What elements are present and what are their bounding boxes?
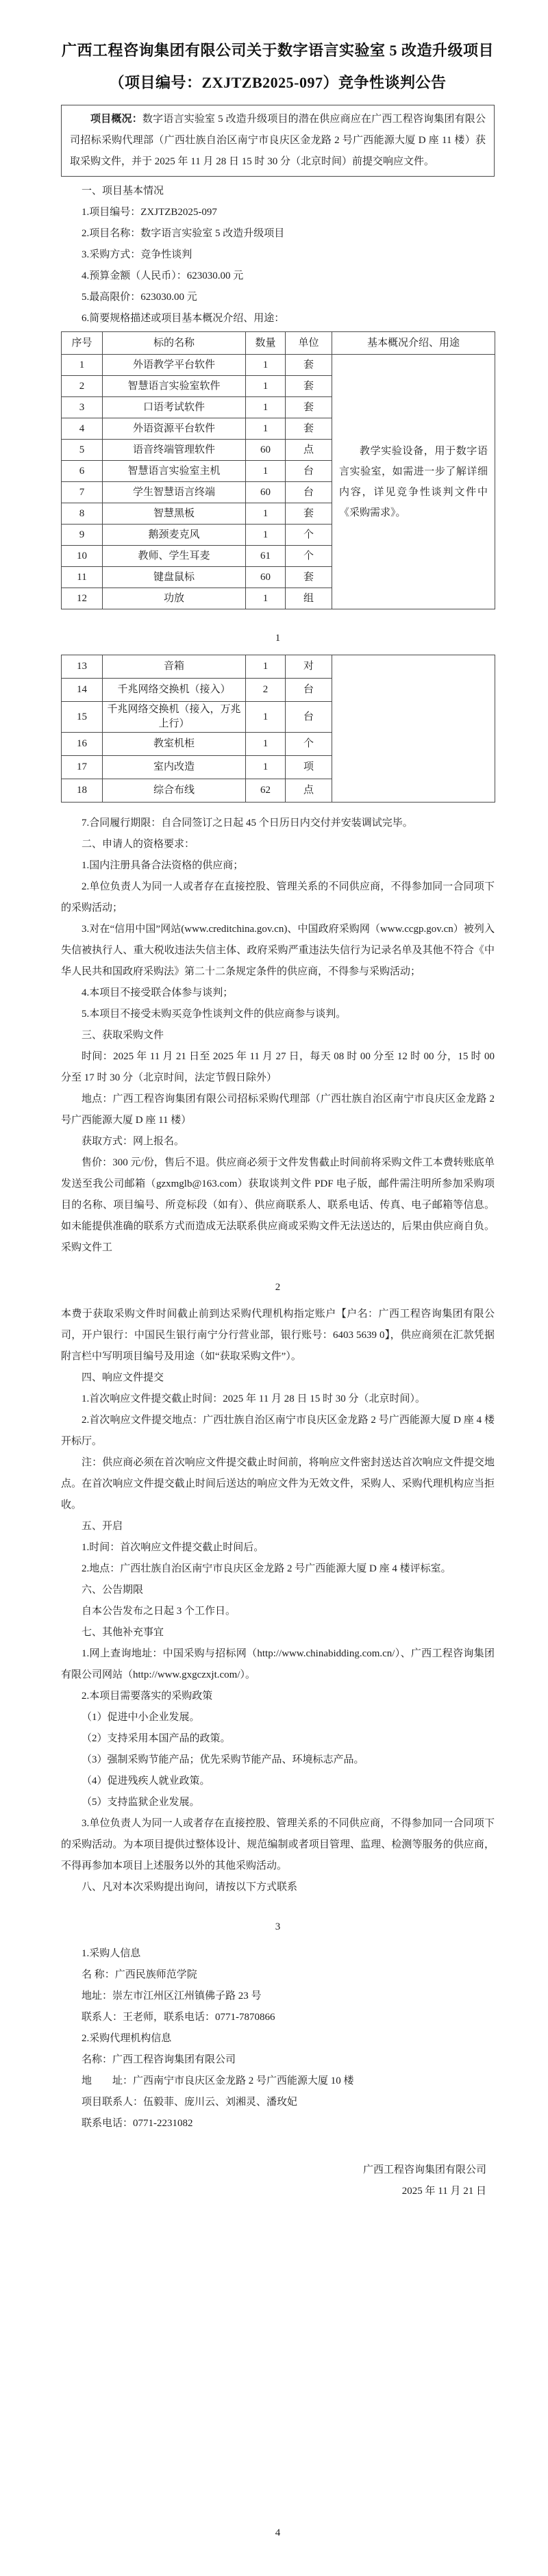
paragraph: 1.网上查询地址：中国采购与招标网（http://www.chinabidding.com.cn/）、广西工程咨询集团有限公司网站（http://www.gxgczxjt.com/）。 [61, 1648, 495, 1680]
project-overview-label: 项目概况： [90, 114, 142, 125]
title-line-1: 广西工程咨询集团有限公司关于数字语言实验室 5 改造升级项目 [61, 42, 494, 59]
table-cell: 项 [286, 756, 332, 779]
table-cell: 11 [62, 567, 103, 588]
table-cell: 套 [286, 503, 332, 525]
table-cell: 1 [246, 733, 286, 756]
basic-info-line: 6.简要规格描述或项目基本概况介绍、用途： [82, 313, 285, 324]
goods-table-header-row [62, 332, 495, 355]
table-cell: 台 [286, 482, 332, 503]
paragraph: 二、申请人的资格要求： [82, 839, 195, 850]
table-cell: 5 [62, 440, 103, 461]
table-cell: 60 [246, 567, 286, 588]
signature-date: 2025 年 11 月 21 日 [401, 2186, 486, 2197]
page-number-4: 4 [275, 2527, 281, 2538]
basic-info-line: 一、项目基本情况 [82, 186, 164, 197]
paragraph: 3.对在“信用中国”网站(www.creditchina.gov.cn)、中国政府采购网（www.ccgp.gov.cn）被列入失信被执行人、重大税收违法失信主体、政府采购严重违法失信行为记录名单及其他不符合《中华人民共和国政府采购法》第二十二条规定条件的供应商，不得参与采购活动； [61, 924, 495, 977]
table-cell: 语音终端管理软件 [103, 440, 246, 461]
paragraph: 1.首次响应文件提交截止时间：2025 年 11 月 28 日 15 时 30 分（北京时间）。 [82, 1393, 425, 1404]
paragraph: 2.采购代理机构信息 [82, 2033, 172, 2044]
paragraph: 时间：2025 年 11 月 21 日至 2025 年 11 月 27 日，每天 08 时 00 分至 12 时 00 分，15 时 00 分至 17 时 30 分（北京时间，法定节假日除外） [61, 1051, 495, 1083]
basic-info-line: 2.项目名称：数字语言实验室 5 改造升级项目 [82, 228, 285, 239]
paragraph: 5.本项目不接受未购买竞争性谈判文件的供应商参与谈判。 [82, 1009, 347, 1020]
paragraph: 名 称：广西民族师范学院 [82, 1969, 197, 1980]
table-cell: 点 [286, 440, 332, 461]
table-cell: 千兆网络交换机（接入） [103, 679, 246, 702]
table-cell: 智慧语言实验室主机 [103, 461, 246, 482]
table-cell: 18 [62, 779, 103, 803]
table-cell: 个 [286, 733, 332, 756]
paragraph: 3.单位负责人为同一人或者存在直接控股、管理关系的不同供应商，不得参加同一合同项下的采购活动。为本项目提供过整体设计、规范编制或者项目管理、监理、检测等服务的供应商，不得再参加本项目上述服务以外的其他采购活动。 [61, 1818, 495, 1871]
table-cell: 对 [286, 655, 332, 679]
table-cell: 9 [62, 525, 103, 546]
project-overview-box [61, 105, 495, 177]
table-cell: 3 [62, 397, 103, 418]
table-cell: 台 [286, 702, 332, 733]
paragraph: 八、凡对本次采购提出询问，请按以下方式联系 [82, 1882, 298, 1893]
page-number: 2 [275, 1282, 281, 1293]
table-cell: 千兆网络交换机（接入，万兆上行） [103, 702, 246, 733]
table-cell: 音箱 [103, 655, 246, 679]
table-cell: 综合布线 [103, 779, 246, 803]
table-merged-note-cell: 教学实验设备，用于数字语言实验室，如需进一步了解详细内容，详见竞争性谈判文件中《采购需求》。 [332, 355, 495, 609]
goods-table-page1 [61, 331, 495, 609]
paragraph: 注：供应商必须在首次响应文件提交截止时间前，将响应文件密封送达首次响应文件提交地点。在首次响应文件提交截止时间后送达的响应文件为无效文件，采购人、采购代理机构应当拒收。 [61, 1457, 495, 1511]
paragraph: 本费于获取采购文件时间截止前到达采购代理机构指定账户【户名：广西工程咨询集团有限公司，开户银行：中国民生银行南宁分行营业部，银行账号：6403 5639 0】，供应商须在汇款凭据附言栏中写明项目编号及用途（如“获取采购文件”）。 [61, 1309, 495, 1362]
table-row [62, 355, 495, 376]
table-cell: 鹅颈麦克风 [103, 525, 246, 546]
page-number: 3 [275, 1921, 281, 1932]
paragraph: （1）促进中小企业发展。 [82, 1712, 200, 1723]
announcement-body [61, 813, 495, 2134]
paragraph: 六、公告期限 [82, 1584, 144, 1595]
table-cell: 功放 [103, 588, 246, 609]
goods-table-header-cell: 数量 [246, 332, 286, 355]
paragraph: 2.首次响应文件提交地点：广西壮族自治区南宁市良庆区金龙路 2 号广西能源大厦 D 座 4 楼开标厅。 [61, 1415, 495, 1447]
table-cell: 1 [62, 355, 103, 376]
section-basic-info [61, 181, 495, 329]
paragraph: （2）支持采用本国产品的政策。 [82, 1733, 231, 1744]
paragraph: 2.单位负责人为同一人或者存在直接控股、管理关系的不同供应商，不得参加同一合同项下的采购活动； [61, 881, 495, 913]
title-line-2: （项目编号：ZXJTZB2025-097）竞争性谈判公告 [109, 74, 447, 91]
paragraph: 项目联系人：伍毅菲、庞川云、刘湘灵、潘玫妃 [82, 2097, 298, 2108]
table-cell: 智慧语言实验室软件 [103, 376, 246, 397]
table-row [62, 655, 495, 679]
table-cell: 17 [62, 756, 103, 779]
announcement-document [61, 34, 495, 2202]
table-cell: 套 [286, 376, 332, 397]
paragraph: 获取方式：网上报名。 [82, 1136, 185, 1147]
table-cell: 15 [62, 702, 103, 733]
goods-table-page2 [61, 655, 495, 803]
table-cell: 2 [246, 679, 286, 702]
paragraph: 七、其他补充事宜 [82, 1627, 164, 1638]
paragraph: 名称：广西工程咨询集团有限公司 [82, 2054, 236, 2065]
signature-block [61, 2160, 495, 2202]
table-cell: 10 [62, 546, 103, 567]
goods-table-header-cell: 单位 [286, 332, 332, 355]
table-cell: 室内改造 [103, 756, 246, 779]
table-cell: 外语教学平台软件 [103, 355, 246, 376]
table-cell: 学生智慧语言终端 [103, 482, 246, 503]
table-cell: 教室机柜 [103, 733, 246, 756]
paragraph: 联系人：王老师，联系电话：0771-7870866 [82, 2012, 275, 2023]
table-cell: 套 [286, 397, 332, 418]
table-cell: 1 [246, 525, 286, 546]
table-cell: 16 [62, 733, 103, 756]
table-cell: 7 [62, 482, 103, 503]
table-cell: 套 [286, 355, 332, 376]
page-number-1: 1 [275, 633, 281, 644]
paragraph: 自本公告发布之日起 3 个工作日。 [82, 1606, 236, 1617]
paragraph: 地址：崇左市江州区江州镇佛子路 23 号 [82, 1991, 262, 2002]
table-cell: 1 [246, 461, 286, 482]
table-cell: 1 [246, 418, 286, 440]
paragraph: 2.本项目需要落实的采购政策 [82, 1691, 213, 1702]
goods-table-header-cell: 序号 [62, 332, 103, 355]
table-cell: 61 [246, 546, 286, 567]
paragraph: 4.本项目不接受联合体参与谈判； [82, 987, 234, 998]
table-cell: 14 [62, 679, 103, 702]
table-cell: 组 [286, 588, 332, 609]
paragraph: 三、获取采购文件 [82, 1030, 164, 1041]
basic-info-line: 4.预算金额（人民币）：623030.00 元 [82, 270, 244, 281]
table-cell: 口语考试软件 [103, 397, 246, 418]
paragraph: 地 址：广西南宁市良庆区金龙路 2 号广西能源大厦 10 楼 [82, 2075, 354, 2086]
table-cell: 智慧黑板 [103, 503, 246, 525]
table-cell: 8 [62, 503, 103, 525]
table-cell: 个 [286, 546, 332, 567]
table-cell: 1 [246, 655, 286, 679]
table-cell: 1 [246, 702, 286, 733]
table-cell: 4 [62, 418, 103, 440]
paragraph: （3）强制采购节能产品；优先采购节能产品、环境标志产品。 [82, 1754, 364, 1765]
paragraph: 四、响应文件提交 [82, 1372, 164, 1383]
project-overview-text: 数字语言实验室 5 改造升级项目的潜在供应商应在广西工程咨询集团有限公司招标采购代理部（广西壮族自治区南宁市良庆区金龙路 2 号广西能源大厦 D 座 11 楼）获取采购文件，并于 2025 年 11 月 28 日 15 时 30 分（北京时间）前提交响应文件。 [70, 114, 486, 167]
table-cell: 12 [62, 588, 103, 609]
basic-info-line: 3.采购方式：竞争性谈判 [82, 249, 192, 260]
basic-info-line: 5.最高限价：623030.00 元 [82, 292, 197, 303]
table-cell: 1 [246, 355, 286, 376]
table-cell: 13 [62, 655, 103, 679]
project-overview-paragraph [70, 109, 486, 173]
paragraph: 1.国内注册具备合法资格的供应商； [82, 860, 244, 871]
table-cell: 1 [246, 397, 286, 418]
table-cell: 1 [246, 588, 286, 609]
paragraph: （5）支持监狱企业发展。 [82, 1797, 200, 1808]
table-cell: 外语资源平台软件 [103, 418, 246, 440]
table-cell: 台 [286, 461, 332, 482]
paragraph: 1.时间：首次响应文件提交截止时间后。 [82, 1542, 264, 1553]
basic-info-line: 1.项目编号：ZXJTZB2025-097 [82, 207, 217, 218]
goods-table-header-cell: 基本概况介绍、用途 [332, 332, 495, 355]
paragraph: 五、开启 [82, 1521, 123, 1532]
paragraph: 联系电话：0771-2231082 [82, 2118, 193, 2129]
table-merged-note-cell [332, 655, 495, 803]
table-cell: 1 [246, 503, 286, 525]
table-cell: 62 [246, 779, 286, 803]
paragraph: 售价：300 元/份，售后不退。供应商必须于文件发售截止时间前将采购文件工本费转账底单发送至我公司邮箱（gzxmglb@163.com）获取谈判文件 PDF 电子版，邮件需注明所参加采购项目的名称、项目编号、所竞标段（如有）、供应商联系人、联系电话、传真、电子邮箱等信息。如未能提供准确的联系方式而造成无法联系供应商或采购文件无法送达的，后果由供应商自负。采购文件工 [61, 1157, 495, 1253]
table-cell: 套 [286, 567, 332, 588]
table-cell: 6 [62, 461, 103, 482]
goods-table-header-cell: 标的名称 [103, 332, 246, 355]
table-cell: 60 [246, 440, 286, 461]
page-title [61, 34, 495, 99]
paragraph: 1.采购人信息 [82, 1948, 141, 1959]
table-cell: 键盘鼠标 [103, 567, 246, 588]
table-cell: 套 [286, 418, 332, 440]
paragraph: 7.合同履行期限：自合同签订之日起 45 个日历日内交付并安装调试完毕。 [82, 818, 413, 829]
table-cell: 60 [246, 482, 286, 503]
table-cell: 1 [246, 756, 286, 779]
table-cell: 2 [62, 376, 103, 397]
paragraph: （4）促进残疾人就业政策。 [82, 1776, 210, 1786]
paragraph: 地点：广西工程咨询集团有限公司招标采购代理部（广西壮族自治区南宁市良庆区金龙路 2 号广西能源大厦 D 座 11 楼） [61, 1094, 495, 1126]
table-cell: 教师、学生耳麦 [103, 546, 246, 567]
table-cell: 台 [286, 679, 332, 702]
table-cell: 个 [286, 525, 332, 546]
table-cell: 1 [246, 376, 286, 397]
table-cell: 点 [286, 779, 332, 803]
paragraph: 2.地点：广西壮族自治区南宁市良庆区金龙路 2 号广西能源大厦 D 座 4 楼评标室。 [82, 1563, 451, 1574]
signature-org: 广西工程咨询集团有限公司 [362, 2164, 486, 2175]
